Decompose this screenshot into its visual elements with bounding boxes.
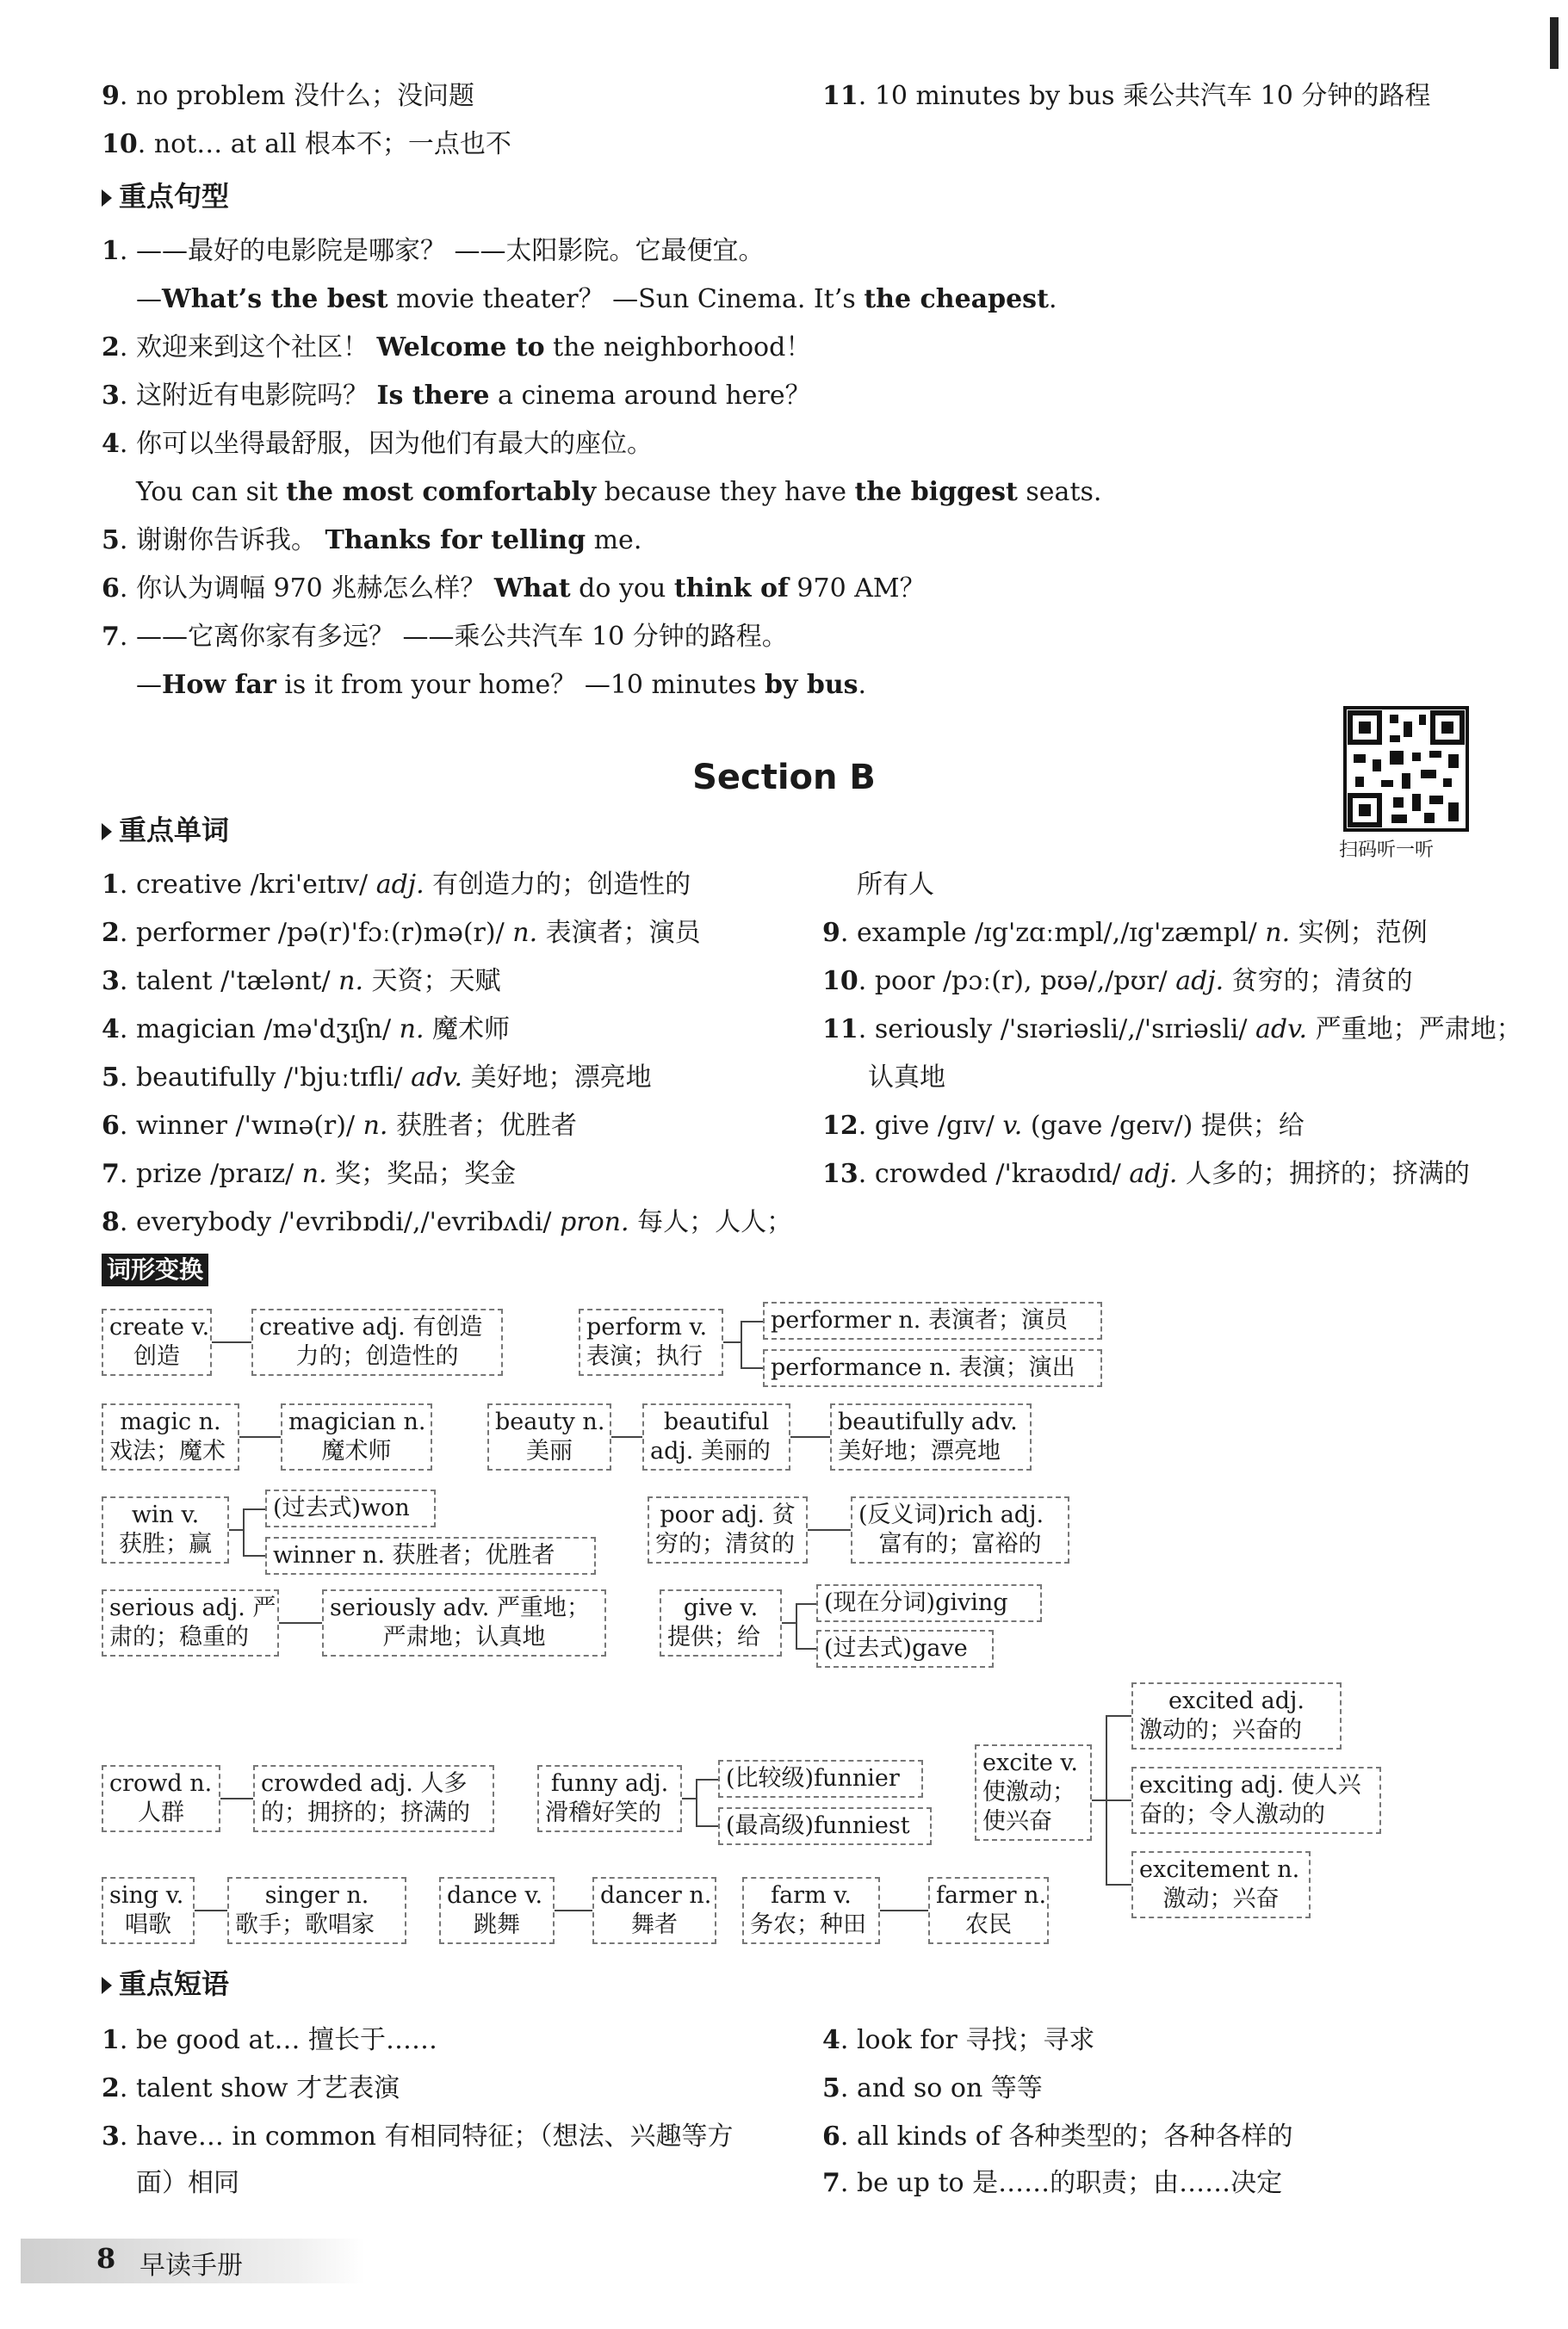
word-meaning: 获胜者；优胜者 [387,1111,577,1141]
phrase-text: . look for 寻找；寻求 [840,2025,1095,2055]
phrase-number: 7 [822,2168,840,2198]
word-meaning: 天资；天赋 [363,966,501,996]
form-beautifully [830,1403,1032,1471]
word-text: . prize /praɪz/ [119,1159,302,1189]
word-text: . talent /'tælənt/ [119,966,339,996]
form-meaning: 美好地；漂亮地 [838,1438,1001,1465]
form-meaning: 获胜；赢 [119,1531,212,1558]
form-meaning: adj. 美丽的 [650,1438,771,1465]
word-meaning: 有创造力的；创造性的 [424,870,691,900]
sentence-4-zh [102,427,653,461]
form-word: beautiful [663,1409,770,1435]
word-pos: pron. [560,1207,629,1237]
form-create [102,1309,212,1376]
word-6 [102,1109,577,1143]
phrase-text: . not… at all 根本不；一点也不 [137,129,511,159]
word-8 [102,1205,792,1240]
sentence-5 [102,523,641,558]
form-meaning: 魔术师 [321,1438,392,1465]
en-part: 970 AM？ [788,573,926,604]
form-meaning: 使兴奋 [982,1808,1052,1835]
word-4 [102,1013,510,1047]
connector [1092,1799,1106,1801]
sentence-1-zh [102,234,764,269]
connector [741,1367,763,1369]
sentence-text: . ——它离你家有多远？ ——乘公共汽车 10 分钟的路程。 [119,622,788,652]
word-number: 13 [822,1159,858,1189]
word-pos: adj. [1175,966,1224,996]
form-meaning: 激动；兴奋 [1162,1886,1280,1912]
word-text: . beautifully /'bjuːtɪfli/ [119,1062,412,1093]
form-funniest: (最高级)funniest [718,1807,932,1845]
word-number: 10 [822,966,858,996]
word-3 [102,964,501,999]
word-11-cont: 认真地 [868,1062,945,1093]
form-meaning: 美丽 [526,1438,573,1465]
phrase-11 [822,79,1430,114]
sentence-number: 1 [102,236,120,266]
form-word: win v. [131,1502,200,1528]
word-meaning: 表演者；演员 [537,918,701,948]
word-pos: n. [512,918,538,948]
form-excitement [1131,1851,1311,1918]
form-giving: (现在分词)giving [816,1584,1042,1622]
word-pos: n. [1265,918,1291,948]
form-word: excite v. [982,1750,1079,1776]
connector [279,1622,322,1624]
form-word: seriously adv. 严重地； [330,1595,590,1621]
word-12 [822,1109,1305,1143]
word-number: 4 [102,1014,120,1044]
sentence-number: 6 [102,573,120,604]
form-meaning: 务农；种田 [750,1911,866,1938]
form-meaning: 穷的；清贫的 [655,1531,795,1558]
form-funnier: (比较级)funnier [718,1760,923,1798]
connector [243,1508,245,1555]
phrase-text: . have… in common 有相同特征；（想法、兴趣等方 [119,2121,734,2152]
form-singer [227,1877,406,1944]
key-phrase-3 [102,2120,734,2154]
sentence-text: . ——最好的电影院是哪家？ ——太阳影院。它最便宜。 [119,236,765,266]
form-meaning: 奋的；令人激动的 [1139,1801,1325,1828]
word-pos: n. [301,1159,327,1189]
form-meaning: 滑稽好笑的 [545,1799,661,1826]
form-word: excited adj. [1168,1688,1305,1714]
form-word: beauty n. [495,1409,605,1435]
form-word: give v. [683,1595,759,1621]
sentence-number: 2 [102,332,120,362]
phrase-number: 3 [102,2121,120,2152]
form-poor [648,1496,808,1564]
form-rich [851,1496,1069,1564]
form-word: serious adj. 严 [109,1595,276,1621]
en-part: . [858,670,867,700]
en-bold: What [493,573,571,604]
en-part: me. [586,525,642,555]
triangle-icon [102,1977,112,1994]
form-meaning: 创造 [133,1343,180,1370]
connector [796,1603,797,1648]
form-meaning: 富有的；富裕的 [878,1531,1042,1558]
key-phrase-1 [102,2023,437,2058]
section-b-title: Section B [692,758,876,797]
sentence-zh: . 谢谢你告诉我。 [119,525,325,555]
phrase-number: 1 [102,2025,120,2055]
word-pos: adj. [375,870,425,900]
phrase-text: . be up to 是……的职责；由……决定 [840,2168,1283,2198]
sentence-number: 7 [102,622,120,652]
en-bold: the biggest [854,477,1018,507]
connector [220,1798,253,1799]
word-8-cont: 所有人 [857,870,934,900]
connector [796,1648,816,1650]
word-number: 9 [822,918,840,948]
connector [696,1779,697,1825]
word-number: 8 [102,1207,120,1237]
sentences-heading [102,179,229,214]
phrase-text: . no problem 没什么；没问题 [119,81,475,111]
form-word: funny adj. [550,1770,669,1797]
word-number: 3 [102,966,120,996]
connector [1106,1799,1131,1801]
heading-text: 重点单词 [119,814,230,846]
heading-text: 重点句型 [119,180,230,213]
en-part: movie theater？ —Sun Cinema. It’s [387,284,865,314]
phrase-text: . all kinds of 各种类型的；各种各样的 [840,2121,1293,2152]
form-winner: winner n. 获胜者；优胜者 [265,1537,596,1575]
connector [243,1555,265,1557]
form-word: magic n. [120,1409,221,1435]
heading-text: 重点短语 [119,1967,230,2000]
word-5 [102,1061,652,1095]
word-number: 11 [822,1014,858,1044]
en-bold: Welcome to [376,332,545,362]
sentence-zh: . 欢迎来到这个社区！ [119,332,377,362]
en-bold: Thanks for telling [325,525,586,555]
phrase-number: 4 [822,2025,840,2055]
form-meaning: 提供；给 [667,1624,760,1651]
key-phrase-7 [822,2166,1282,2201]
en-part: — [136,670,162,700]
form-performer: performer n. 表演者；演员 [763,1302,1102,1340]
connector [782,1622,796,1624]
form-meaning: 唱歌 [125,1911,171,1938]
word-meaning: 每人；人人； [629,1207,793,1237]
phrase-text: . and so on 等等 [840,2073,1043,2103]
connector [696,1825,718,1827]
word-11 [822,1013,1522,1047]
form-funny [537,1765,682,1832]
form-give [660,1589,782,1657]
word-meaning: 人多的；拥挤的；挤满的 [1177,1159,1470,1189]
sentence-number: 4 [102,429,120,459]
word-meaning: 奖；奖品；奖金 [326,1159,517,1189]
word-text: . seriously /'sɪəriəsli/,/'sɪriəsli/ [858,1014,1256,1044]
word-meaning: 实例；范例 [1290,918,1428,948]
form-word: singer n. [264,1882,369,1909]
connector [195,1910,227,1911]
form-meaning: 激动的；兴奋的 [1139,1717,1302,1744]
sentence-7-zh [102,620,788,654]
form-word: crowded adj. 人多 [261,1770,468,1797]
en-bold: How far [162,670,276,700]
phrase-10 [102,127,511,162]
connector [243,1508,265,1510]
en-part: because they have [596,477,855,507]
en-bold: think of [673,573,789,604]
form-word: exciting adj. 使人兴 [1139,1772,1361,1799]
sentence-zh: . 你认为调幅 970 兆赫怎么样？ [119,573,494,604]
en-part: — [136,284,162,314]
word-7 [102,1157,516,1192]
connector [880,1910,928,1911]
en-part: You can sit [136,477,287,507]
en-bold: What’s the best [162,284,388,314]
connector [696,1779,718,1781]
sentence-3 [102,379,811,413]
form-word: dancer n. [600,1882,712,1909]
sentence-text: . 你可以坐得最舒服，因为他们有最大的座位。 [119,429,653,459]
form-word: create v. [109,1314,210,1341]
word-pos: adv. [1255,1014,1308,1044]
form-meaning: 严肃地；认真地 [382,1624,546,1651]
form-meaning: 力的；创造性的 [295,1343,459,1370]
form-crowded [253,1765,494,1832]
word-9 [822,916,1428,951]
en-bold: by bus [764,670,858,700]
form-meaning: 农民 [965,1911,1012,1938]
words-heading [102,813,229,847]
form-won: (过去式)won [265,1490,436,1527]
word-pos: adj. [1129,1159,1178,1189]
en-part: seats. [1017,477,1102,507]
form-creative [251,1309,503,1376]
form-word: creative adj. 有创造 [259,1314,483,1341]
word-text: . give /gɪv/ [858,1111,1003,1141]
en-bold: the cheapest [864,284,1049,314]
connector [239,1436,281,1438]
connector [611,1436,642,1438]
word-pos: v. [1002,1111,1023,1141]
connector [790,1436,830,1438]
word-number: 6 [102,1111,120,1141]
word-text: . crowded /'kraʊdɪd/ [858,1159,1130,1189]
form-crowd [102,1765,220,1832]
form-word: (反义词)rich adj. [858,1502,1044,1528]
connector [741,1321,742,1367]
form-word: poor adj. 贫 [660,1502,796,1528]
connector [682,1798,696,1799]
form-serious [102,1589,279,1657]
form-sing [102,1877,195,1944]
connector [229,1529,243,1531]
form-gave: (过去式)gave [816,1630,994,1668]
word-meaning: 严重地；严肃地； [1307,1014,1522,1044]
key-phrase-6 [822,2120,1293,2154]
page-number: 8 [96,2242,116,2275]
word-pos: n. [363,1111,388,1141]
triangle-icon [102,189,112,207]
phrase-number: 5 [822,2073,840,2103]
en-part: the neighborhood！ [544,332,812,362]
word-pos: adv. [411,1062,463,1093]
form-dance [439,1877,555,1944]
connector [808,1529,851,1531]
form-excited [1131,1682,1342,1750]
connector [555,1910,592,1911]
form-word: excitement n. [1139,1856,1300,1883]
word-2 [102,916,701,951]
form-seriously [322,1589,606,1657]
word-text: . everybody /'evribɒdi/,/'evribʌdi/ [119,1207,561,1237]
phrase-number: 6 [822,2121,840,2152]
form-meaning: 戏法；魔术 [109,1438,226,1465]
form-meaning: 人群 [138,1799,184,1826]
word-13 [822,1157,1470,1192]
form-meaning: 使激动； [982,1779,1075,1806]
sentence-number: 3 [102,381,120,411]
phrase-9 [102,79,474,114]
form-magician [281,1403,432,1471]
edge-bar [1550,17,1559,69]
sentence-7-en [136,668,866,703]
form-meaning: 的；拥挤的；挤满的 [261,1799,470,1826]
form-word: dance v. [447,1882,543,1909]
word-text: . winner /'wɪnə(r)/ [119,1111,363,1141]
sentence-number: 5 [102,525,120,555]
key-phrase-5 [822,2072,1043,2106]
connector [1106,1715,1131,1717]
word-number: 2 [102,918,120,948]
form-word: sing v. [109,1882,184,1909]
form-word: farm v. [771,1882,852,1909]
qr-code-icon[interactable] [1343,706,1469,832]
form-meaning: 舞者 [631,1911,678,1938]
word-number: 12 [822,1111,858,1141]
word-text: . creative /kri'eɪtɪv/ [119,870,376,900]
form-meaning: 歌手；歌唱家 [235,1911,375,1938]
form-beautiful [642,1403,790,1471]
form-excite [975,1744,1092,1841]
connector [796,1603,816,1605]
word-meaning: 贫穷的；清贫的 [1224,966,1413,996]
sentence-2 [102,331,811,365]
form-beauty [487,1403,611,1471]
form-dancer [592,1877,716,1944]
sentence-6 [102,572,926,606]
en-bold: Is there [376,381,490,411]
word-text: . magician /mə'dʒɪʃn/ [119,1014,400,1044]
form-exciting [1131,1767,1381,1834]
word-meaning: 魔术师 [424,1014,511,1044]
form-meaning: 肃的；稳重的 [109,1624,249,1651]
form-word: beautifully adv. [838,1409,1018,1435]
book-title: 早读手册 [139,2251,243,2281]
form-word: farmer n. [936,1882,1047,1909]
word-forms-tag: 词形变换 [102,1254,208,1286]
form-magic [102,1403,239,1471]
phrase-text: . 10 minutes by bus 乘公共汽车 10 分钟的路程 [858,81,1431,111]
form-performance: performance n. 表演；演出 [763,1349,1102,1387]
word-number: 5 [102,1062,120,1093]
form-perform [579,1309,723,1376]
connector [1106,1884,1131,1886]
key-phrase-4 [822,2023,1094,2058]
key-phrase-2 [102,2072,400,2106]
phrase-number: 9 [102,81,120,111]
connector [741,1321,763,1322]
phrase-text: . talent show 才艺表演 [119,2073,400,2103]
sentence-1-en [136,282,1057,317]
connector [723,1341,741,1343]
word-10 [822,964,1413,999]
form-farm [742,1877,880,1944]
form-win [102,1496,229,1564]
key-phrase-3-cont: 面）相同 [136,2168,239,2198]
phrase-number: 2 [102,2073,120,2103]
phrase-number: 11 [822,81,858,111]
word-text: . example /ɪg'zɑːmpl/,/ɪg'zæmpl/ [840,918,1266,948]
form-word: crowd n. [109,1770,213,1797]
phrases-heading [102,1967,229,2001]
word-pos: n. [399,1014,425,1044]
word-1 [102,868,691,902]
word-text: . performer /pə(r)'fɔː(r)mə(r)/ [119,918,513,948]
word-number: 1 [102,870,120,900]
word-meaning: 美好地；漂亮地 [462,1062,652,1093]
form-word: perform v. [586,1314,708,1341]
word-text: . poor /pɔː(r), pʊə/,/pʊr/ [858,966,1176,996]
word-number: 7 [102,1159,120,1189]
en-part: do you [570,573,674,604]
en-part: . [1048,284,1057,314]
en-part: a cinema around here？ [489,381,811,411]
connector [212,1341,251,1343]
form-meaning: 表演；执行 [586,1343,703,1370]
phrase-number: 10 [102,129,138,159]
triangle-icon [102,823,112,840]
word-pos: n. [338,966,363,996]
form-farmer [928,1877,1049,1944]
phrase-text: . be good at… 擅长于…… [119,2025,437,2055]
sentence-4-en [136,475,1101,510]
sentence-zh: . 这附近有电影院吗？ [119,381,377,411]
word-meaning: (gave /geɪv/) 提供；给 [1022,1111,1305,1141]
qr-label: 扫码听一听 [1339,839,1435,861]
en-part: is it from your home？ —10 minutes [276,670,765,700]
form-meaning: 跳舞 [474,1911,520,1938]
en-bold: the most comfortably [286,477,597,507]
form-word: magician n. [288,1409,426,1435]
